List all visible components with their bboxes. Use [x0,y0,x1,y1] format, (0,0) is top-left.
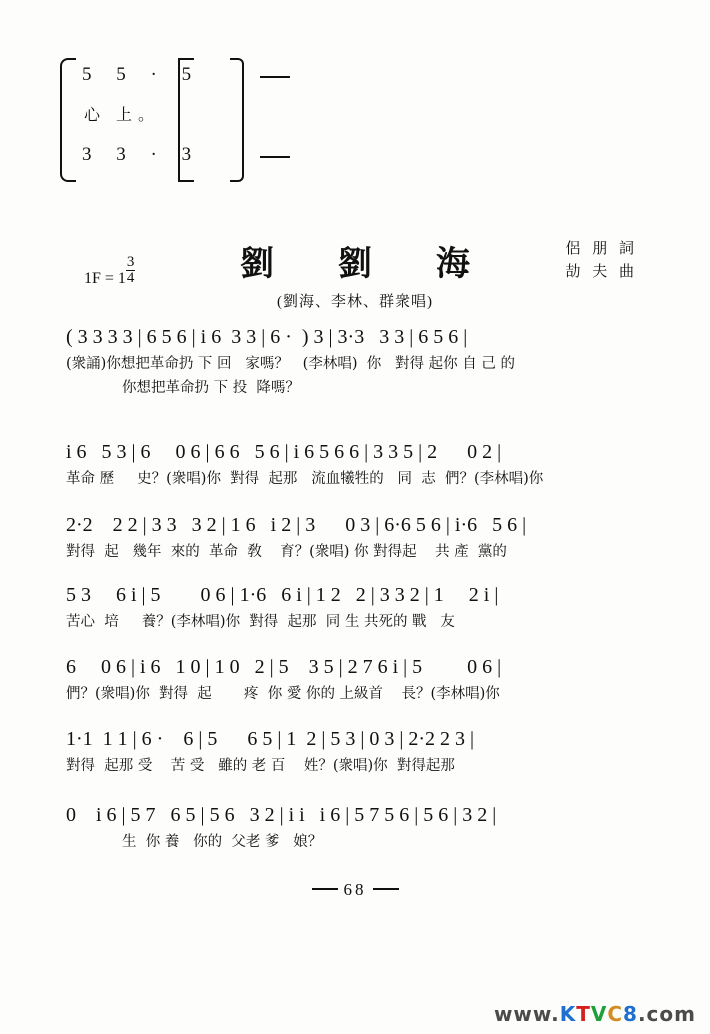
notation-line: i 6 5 3 | 6 0 6 | 6 6 5 6 | i 6 5 6 6 | 3 3 5 | 2 0 2 | [66,441,502,463]
composer: 劼 夫 曲 [565,263,638,280]
fragment-row-top: 5 5 · 5 [82,64,202,85]
notation-line: ( 3 3 3 3 | 6 5 6 | i 6 3 3 | 6 · ) 3 | 3·3 3 3 | 6 5 6 | [66,326,468,348]
notation-line: 5 3 6 i | 5 0 6 | 1·6 6 i | 1 2 2 | 3 3 2 | 1 2 i | [66,584,499,606]
notation-line: 2·2 2 2 | 3 3 3 2 | 1 6 i 2 | 3 0 3 | 6·6 5 6 | i·6 5 6 | [66,514,527,536]
page-number-value: 68 [343,880,367,899]
notation-line: 0 i 6 | 5 7 6 5 | 5 6 3 2 | i i i 6 | 5 7 5 6 | 5 6 | 3 2 | [66,804,497,826]
lyricist: 侶 朋 詞 [565,241,638,257]
lyric-line: 生 你 養 你的 父老 爹 娘？ [122,834,323,850]
music-system-1 [66,322,646,400]
brace-icon [60,58,76,182]
notation-line: 6 0 6 | i 6 1 0 | 1 0 2 | 5 3 5 | 2 7 6 i | 5 0 6 | [66,656,502,678]
lyric-line-alt: 你想把革命扔 下 投 降嗎？ [122,380,300,396]
page-number-rule-left [312,888,338,890]
meter-bottom: 4 [126,270,135,286]
key-label: 1F = 1 [84,270,126,287]
watermark-www: www. [493,1002,560,1026]
music-system-6 [66,724,646,778]
watermark-8: 8 [623,1002,638,1026]
lyric-line: 們？(衆唱)你 對得 起 疼 你 愛 你的 上級首 長？(李林唱)你 [66,686,500,702]
music-system-5 [66,652,646,706]
meter-top: 3 [126,254,135,270]
fragment-row-bottom: 3 3 · 3 [82,144,202,165]
lyric-line: 對得 起 幾年 來的 革命 敎 育？(衆唱) 你 對得起 共 產 黨的 [66,544,507,560]
subtitle: (劉海、李林、群衆唱) [277,294,433,310]
page-number [0,880,710,900]
lyric-line: (衆誦)你想把革命扔 下 回 家嗎？ (李林唱) 你 對得 起你 自 己 的 [66,356,515,372]
staff-fragment [60,58,250,178]
notation-line: 1·1 1 1 | 6 · 6 | 5 6 5 | 1 2 | 5 3 | 0 3 | 2·2 2 3 | [66,728,475,750]
music-system-3 [66,510,646,564]
watermark-t: T [576,1002,591,1026]
fragment-lyric: 心 上。 [84,107,161,124]
music-system-7 [66,800,646,854]
watermark-k: K [559,1002,577,1026]
watermark-v: V [590,1002,608,1026]
page-number-rule-right [373,888,399,890]
fragment-dash-bottom [260,156,290,158]
music-system-4 [66,580,646,634]
watermark-c: C [607,1002,624,1026]
lyric-line: 對得 起那 受 苦 受 雖的 老 百 姓？(衆唱)你 對得起那 [66,758,455,774]
lyric-line: 革命 歷 史？(衆唱)你 對得 起那 流血犧牲的 同 志 們？(李林唱)你 [66,471,544,487]
lyric-line: 苦心 培 養？(李林唱)你 對得 起那 同 生 共死的 戰 友 [66,614,455,630]
watermark [494,1002,696,1026]
music-system-2 [66,437,646,491]
credits [565,238,638,283]
fragment-dash-top [260,76,290,78]
watermark-com: .com [637,1002,696,1026]
page-title: 劉 劉 海 [240,244,496,284]
